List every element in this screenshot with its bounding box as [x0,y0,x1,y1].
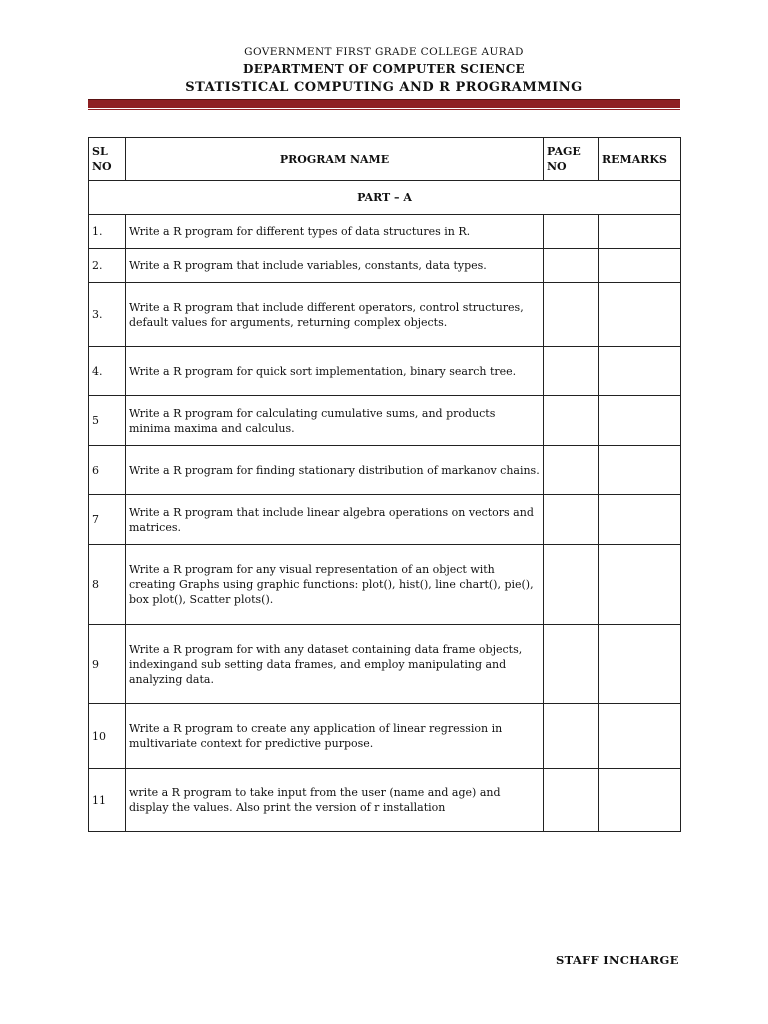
row-page-no [544,545,599,625]
header-divider-line [88,109,680,110]
part-row [89,181,681,215]
table-row [89,215,681,249]
row-remarks [599,704,681,769]
row-remarks [599,283,681,347]
row-remarks [599,625,681,704]
row-page-no [544,283,599,347]
row-sl-no: 10 [89,704,126,769]
table-row [89,283,681,347]
row-page-no [544,625,599,704]
row-page-no [544,215,599,249]
row-sl-no: 5 [89,396,126,446]
header-sl-no: SL NO [89,138,126,181]
table-row [89,446,681,495]
program-list-table [88,137,681,832]
table-row [89,396,681,446]
part-label: PART – A [89,181,681,215]
row-remarks [599,769,681,832]
college-name: GOVERNMENT FIRST GRADE COLLEGE AURAD [244,46,524,58]
row-remarks [599,249,681,283]
header-program-name: PROGRAM NAME [126,138,544,181]
row-remarks [599,396,681,446]
table-row [89,347,681,396]
document-header [0,44,768,98]
row-remarks [599,545,681,625]
header-remarks: REMARKS [599,138,681,181]
row-program-name: Write a R program for any visual representation of an object with creating Graphs using graphic functions: plot(), hist(), line chart(), pie(), box plot(), Scatter plots(). [126,545,544,625]
row-remarks [599,215,681,249]
row-page-no [544,249,599,283]
department-name: DEPARTMENT OF COMPUTER SCIENCE [242,62,525,76]
table-row [89,249,681,283]
row-program-name: Write a R program to create any application of linear regression in multivariate context for predictive purpose. [126,704,544,769]
row-sl-no: 9 [89,625,126,704]
table-header-row [89,138,681,181]
row-program-name: write a R program to take input from the user (name and age) and display the values. Also print the version of r installation [126,769,544,832]
row-sl-no: 11 [89,769,126,832]
row-program-name: Write a R program for calculating cumulative sums, and products minima maxima and calculus. [126,396,544,446]
row-remarks [599,446,681,495]
row-page-no [544,446,599,495]
table-row [89,769,681,832]
row-sl-no: 6 [89,446,126,495]
row-sl-no: 2. [89,249,126,283]
row-page-no [544,704,599,769]
table-row [89,495,681,545]
row-program-name: Write a R program that include different operators, control structures, default values for arguments, returning complex objects. [126,283,544,347]
row-program-name: Write a R program that include linear algebra operations on vectors and matrices. [126,495,544,545]
table-row [89,545,681,625]
header-page-no: PAGE NO [544,138,599,181]
header-divider-bar [88,99,680,108]
row-sl-no: 7 [89,495,126,545]
row-program-name: Write a R program for quick sort implementation, binary search tree. [126,347,544,396]
row-page-no [544,769,599,832]
row-remarks [599,347,681,396]
staff-incharge-signature: STAFF INCHARGE [556,953,679,967]
row-page-no [544,347,599,396]
row-remarks [599,495,681,545]
row-page-no [544,495,599,545]
row-program-name: Write a R program for finding stationary distribution of markanov chains. [126,446,544,495]
row-sl-no: 8 [89,545,126,625]
row-program-name: Write a R program for different types of data structures in R. [126,215,544,249]
row-program-name: Write a R program for with any dataset containing data frame objects, indexingand sub setting data frames, and employ manipulating and analyzing data. [126,625,544,704]
table-row [89,625,681,704]
row-sl-no: 1. [89,215,126,249]
row-page-no [544,396,599,446]
row-sl-no: 4. [89,347,126,396]
subject-title: STATISTICAL COMPUTING AND R PROGRAMMING [185,80,583,95]
table-row [89,704,681,769]
row-sl-no: 3. [89,283,126,347]
row-program-name: Write a R program that include variables, constants, data types. [126,249,544,283]
